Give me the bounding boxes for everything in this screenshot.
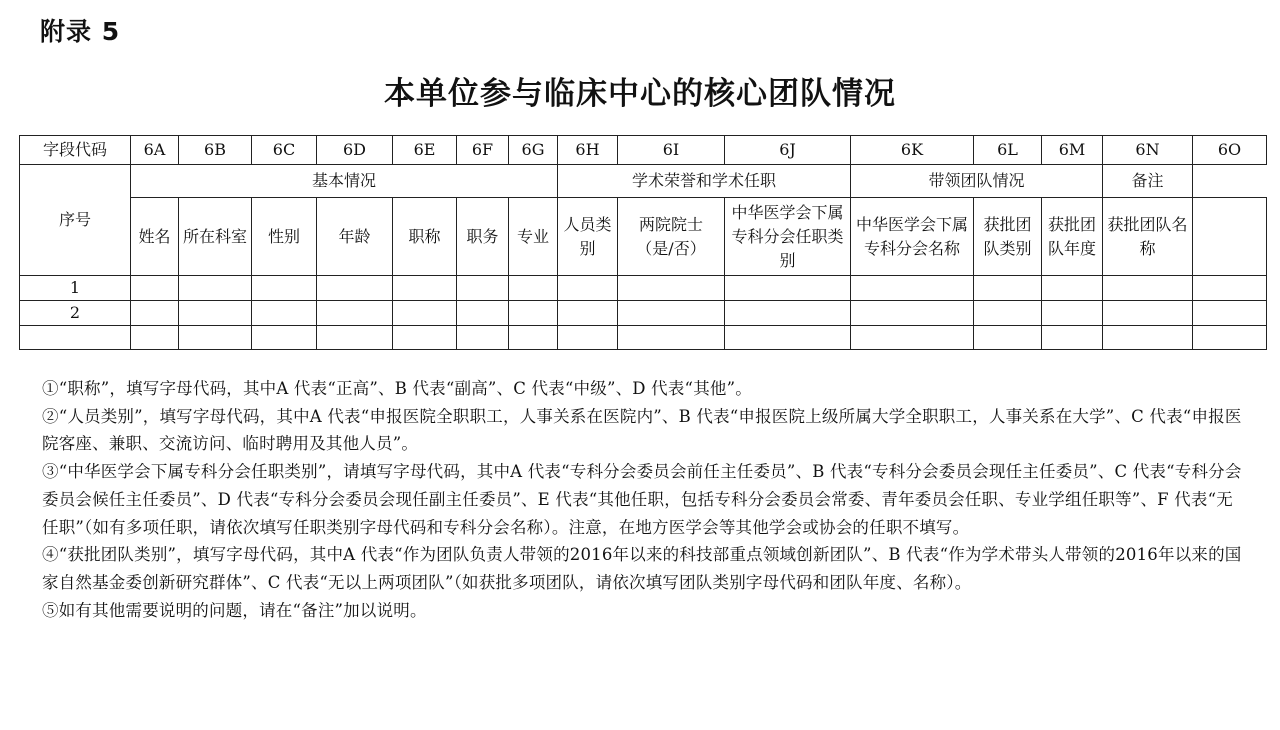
remark-header: 备注 — [1103, 165, 1193, 198]
table-cell — [179, 276, 252, 301]
note-4: ④“获批团队类别”，填写字母代码，其中A 代表“作为团队负责人带领的2016年以来的科技部重点领域创新团队”、B 代表“作为学术带头人带领的2016年以来的国家自然基金委创新研究群体”、C 代表“无以上两项团队”（如获批多项团队，请依次填写团队类别字母代码和团队年度、名称）。 — [42, 545, 1242, 592]
table-cell — [179, 326, 252, 350]
table-cell — [457, 276, 509, 301]
name-header: 姓名 — [131, 198, 179, 276]
page-title: 本单位参与临床中心的核心团队情况 — [384, 76, 896, 112]
table-cell — [1042, 326, 1103, 350]
table-cell — [509, 276, 558, 301]
row-number: 2 — [20, 301, 131, 326]
table-cell — [393, 276, 457, 301]
table-cell — [1103, 276, 1193, 301]
group-header-row — [20, 165, 1267, 198]
code-6I: 6I — [618, 136, 725, 165]
seq-header: 序号 — [20, 165, 131, 276]
code-6G: 6G — [509, 136, 558, 165]
row-number: 1 — [20, 276, 131, 301]
staff-type-header: 人员类别 — [558, 198, 618, 276]
note-5: ⑤如有其他需要说明的问题，请在“备注”加以说明。 — [42, 600, 427, 620]
table-row — [20, 301, 1267, 326]
table-cell — [393, 326, 457, 350]
duty-header: 职务 — [457, 198, 509, 276]
table-row — [20, 326, 1267, 350]
table-cell — [317, 301, 393, 326]
table-cell — [974, 326, 1042, 350]
table-cell — [393, 301, 457, 326]
table-cell — [558, 301, 618, 326]
table-cell — [179, 301, 252, 326]
note-2: ②“人员类别”，填写字母代码，其中A 代表“申报医院全职职工，人事关系在医院内”、B 代表“申报医院上级所属大学全职职工，人事关系在大学”、C 代表“申报医院客座、兼职、交流访问、临时聘用及其他人员”。 — [42, 406, 1242, 454]
table-cell — [457, 301, 509, 326]
academician-header: 两院院士（是/否） — [618, 198, 725, 276]
row-number — [20, 326, 131, 350]
field-code-label: 字段代码 — [20, 136, 131, 165]
code-6B: 6B — [179, 136, 252, 165]
code-6K: 6K — [851, 136, 974, 165]
table-cell — [509, 301, 558, 326]
team-year-header: 获批团队年度 — [1042, 198, 1103, 276]
table-cell — [317, 276, 393, 301]
code-6A: 6A — [131, 136, 179, 165]
table-cell — [252, 301, 317, 326]
table-cell — [317, 326, 393, 350]
academic-header: 学术荣誉和学术任职 — [558, 165, 851, 198]
note-3: ③“中华医学会下属专科分会任职类别”，请填写字母代码，其中A 代表“专科分会委员会前任主任委员”、B 代表“专科分会委员会现任主任委员”、C 代表“专科分会委员会候任主任委员”、D 代表“专科分会委员会现任副主任委员”、E 代表“其他任职，包括专科分会委员会常委、青年委员会任职、专业学组任职等”、F 代表“无任职”（如有多项任职，请依次填写任职类别字母代码和专科分会名称）。注意，在地方医学会等其他学会或协会的任职不填写。 — [42, 462, 1242, 537]
table-cell — [974, 276, 1042, 301]
basic-info-header: 基本情况 — [131, 165, 558, 198]
table-cell — [1103, 326, 1193, 350]
table-cell — [1042, 276, 1103, 301]
code-6O: 6O — [1193, 136, 1267, 165]
table-cell — [558, 326, 618, 350]
table-cell — [618, 276, 725, 301]
table-cell — [131, 326, 179, 350]
table-cell — [618, 326, 725, 350]
sub-header-row — [20, 198, 1267, 276]
table-cell — [725, 326, 851, 350]
notes-section — [42, 375, 1242, 624]
table-cell — [1193, 276, 1267, 301]
gender-header: 性别 — [252, 198, 317, 276]
table-cell — [1042, 301, 1103, 326]
core-team-table — [19, 135, 1267, 350]
age-header: 年龄 — [317, 198, 393, 276]
table-cell — [252, 276, 317, 301]
table-cell — [851, 276, 974, 301]
table-cell — [618, 301, 725, 326]
table-cell — [509, 326, 558, 350]
code-6J: 6J — [725, 136, 851, 165]
table-cell — [851, 326, 974, 350]
table-row — [20, 276, 1267, 301]
code-6C: 6C — [252, 136, 317, 165]
table-cell — [974, 301, 1042, 326]
team-type-header: 获批团队类别 — [974, 198, 1042, 276]
team-name-header: 获批团队名称 — [1103, 198, 1193, 276]
note-1: ①“职称”，填写字母代码，其中A 代表“正高”、B 代表“副高”、C 代表“中级”、D 代表“其他”。 — [42, 379, 752, 398]
cma-position-header: 中华医学会下属专科分会任职类别 — [725, 198, 851, 276]
code-6N: 6N — [1103, 136, 1193, 165]
dept-header: 所在科室 — [179, 198, 252, 276]
code-6E: 6E — [393, 136, 457, 165]
table-cell — [1193, 301, 1267, 326]
table-cell — [457, 326, 509, 350]
table-cell — [252, 326, 317, 350]
remark-cell-header — [1193, 198, 1267, 276]
cma-branch-header: 中华医学会下属专科分会名称 — [851, 198, 974, 276]
table-cell — [725, 301, 851, 326]
code-6M: 6M — [1042, 136, 1103, 165]
table-cell — [131, 276, 179, 301]
code-6F: 6F — [457, 136, 509, 165]
appendix-label: 附录 5 — [40, 17, 121, 46]
table-cell — [1103, 301, 1193, 326]
table-cell — [131, 301, 179, 326]
code-6D: 6D — [317, 136, 393, 165]
field-code-row — [20, 136, 1267, 165]
code-6L: 6L — [974, 136, 1042, 165]
table-cell — [1193, 326, 1267, 350]
table-cell — [725, 276, 851, 301]
table-cell — [558, 276, 618, 301]
major-header: 专业 — [509, 198, 558, 276]
table-cell — [851, 301, 974, 326]
title-header: 职称 — [393, 198, 457, 276]
team-header: 带领团队情况 — [851, 165, 1103, 198]
code-6H: 6H — [558, 136, 618, 165]
